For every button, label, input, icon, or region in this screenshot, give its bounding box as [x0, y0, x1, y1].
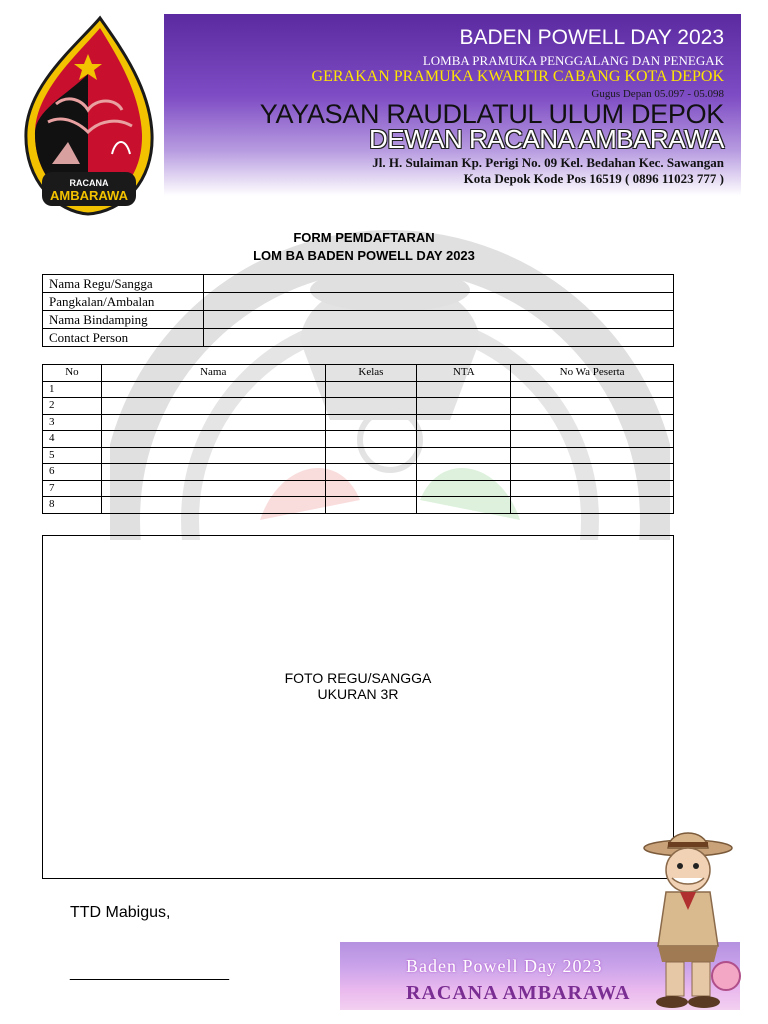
- cell-class[interactable]: [325, 431, 417, 448]
- cell-nta[interactable]: [417, 381, 511, 398]
- field-input-team-name[interactable]: [204, 275, 674, 293]
- cell-nta[interactable]: [417, 431, 511, 448]
- cell-name[interactable]: [101, 414, 325, 431]
- members-table: [42, 364, 674, 514]
- cell-whatsapp[interactable]: [511, 431, 674, 448]
- postal-contact-line: Kota Depok Kode Pos 16519 ( 0896 11023 777 ): [463, 171, 724, 186]
- table-row: [43, 464, 674, 481]
- cell-name[interactable]: [101, 381, 325, 398]
- cell-whatsapp[interactable]: [511, 398, 674, 415]
- row-number: 3: [43, 414, 102, 431]
- table-header-row: [43, 365, 674, 382]
- row-number: 4: [43, 431, 102, 448]
- cell-whatsapp[interactable]: [511, 480, 674, 497]
- row-number: 7: [43, 480, 102, 497]
- form-title: FORM PEMDAFTARAN: [293, 230, 435, 245]
- table-row: [43, 431, 674, 448]
- cell-nta[interactable]: [417, 398, 511, 415]
- table-row: [43, 480, 674, 497]
- cell-whatsapp[interactable]: [511, 497, 674, 514]
- organizer-line: GERAKAN PRAMUKA KWARTIR CABANG KOTA DEPOK: [311, 68, 724, 85]
- cell-whatsapp[interactable]: [511, 447, 674, 464]
- scout-mascot-illustration: [636, 826, 746, 1012]
- table-row: [43, 275, 674, 293]
- column-header-name: Nama: [101, 365, 325, 382]
- field-input-contact[interactable]: [204, 329, 674, 347]
- column-header-no: No: [43, 365, 102, 382]
- field-label-team-name: Nama Regu/Sangga: [43, 275, 204, 293]
- column-header-whatsapp: No Wa Peserta: [511, 365, 674, 382]
- cell-name[interactable]: [101, 480, 325, 497]
- row-number: 1: [43, 381, 102, 398]
- cell-nta[interactable]: [417, 447, 511, 464]
- form-subtitle: LOM BA BADEN POWELL DAY 2023: [253, 248, 475, 263]
- gugus-depan-line: Gugus Depan 05.097 - 05.098: [591, 88, 724, 100]
- field-input-companion[interactable]: [204, 311, 674, 329]
- cell-name[interactable]: [101, 464, 325, 481]
- column-header-nta: NTA: [417, 365, 511, 382]
- cell-class[interactable]: [325, 414, 417, 431]
- field-label-base: Pangkalan/Ambalan: [43, 293, 204, 311]
- cell-whatsapp[interactable]: [511, 381, 674, 398]
- cell-name[interactable]: [101, 398, 325, 415]
- foundation-name: YAYASAN RAUDLATUL ULUM DEPOK: [259, 99, 724, 129]
- cell-whatsapp[interactable]: [511, 464, 674, 481]
- signature-label: TTD Mabigus,: [70, 904, 171, 921]
- cell-nta[interactable]: [417, 480, 511, 497]
- field-input-base[interactable]: [204, 293, 674, 311]
- table-row: [43, 414, 674, 431]
- table-row: [43, 497, 674, 514]
- logo-text-top: RACANA: [69, 178, 109, 188]
- signature-line[interactable]: ____________________: [70, 964, 228, 981]
- cell-nta[interactable]: [417, 464, 511, 481]
- cell-class[interactable]: [325, 480, 417, 497]
- column-header-class: Kelas: [325, 365, 417, 382]
- council-name: DEWAN RACANA AMBARAWA: [369, 124, 724, 154]
- address-line: Jl. H. Sulaiman Kp. Perigi No. 09 Kel. Bedahan Kec. Sawangan: [372, 155, 724, 170]
- field-label-companion: Nama Bindamping: [43, 311, 204, 329]
- row-number: 8: [43, 497, 102, 514]
- cell-name[interactable]: [101, 497, 325, 514]
- footer-event-title: Baden Powell Day 2023: [406, 956, 603, 976]
- row-number: 6: [43, 464, 102, 481]
- table-row: [43, 329, 674, 347]
- photo-placeholder-box[interactable]: [42, 535, 674, 879]
- racana-ambarawa-logo: [18, 14, 158, 218]
- photo-size-caption: UKURAN 3R: [317, 686, 399, 702]
- row-number: 2: [43, 398, 102, 415]
- field-label-contact: Contact Person: [43, 329, 204, 347]
- event-title: BADEN POWELL DAY 2023: [459, 26, 724, 49]
- table-row: [43, 381, 674, 398]
- event-subtitle: LOMBA PRAMUKA PENGGALANG DAN PENEGAK: [422, 53, 724, 68]
- photo-caption: FOTO REGU/SANGGA: [284, 670, 432, 686]
- cell-class[interactable]: [325, 464, 417, 481]
- team-info-table: [42, 274, 674, 347]
- cell-whatsapp[interactable]: [511, 414, 674, 431]
- cell-nta[interactable]: [417, 414, 511, 431]
- logo-text-bottom: AMBARAWA: [50, 188, 128, 203]
- footer-organizer: RACANA AMBARAWA: [406, 982, 631, 1004]
- cell-class[interactable]: [325, 381, 417, 398]
- cell-nta[interactable]: [417, 497, 511, 514]
- table-row: [43, 447, 674, 464]
- cell-class[interactable]: [325, 497, 417, 514]
- cell-name[interactable]: [101, 447, 325, 464]
- table-row: [43, 293, 674, 311]
- cell-class[interactable]: [325, 398, 417, 415]
- row-number: 5: [43, 447, 102, 464]
- table-row: [43, 311, 674, 329]
- cell-name[interactable]: [101, 431, 325, 448]
- cell-class[interactable]: [325, 447, 417, 464]
- table-row: [43, 398, 674, 415]
